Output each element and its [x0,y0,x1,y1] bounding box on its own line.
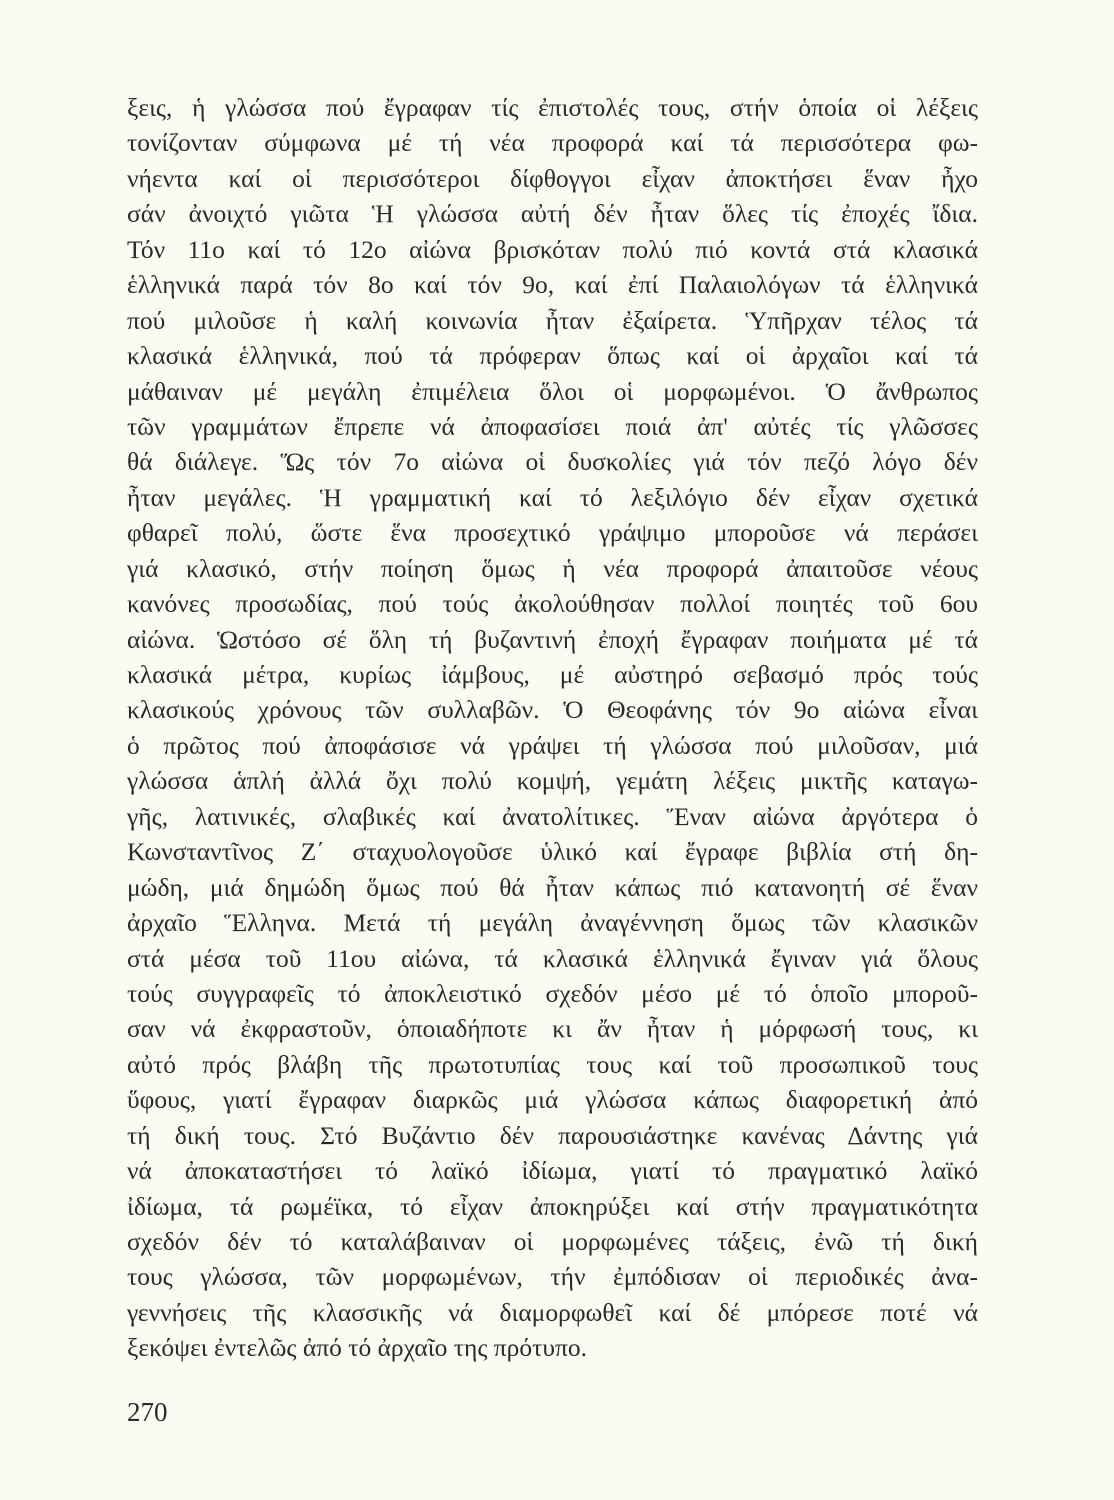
text-line: τή δική τους. Στό Βυζάντιο δέν παρουσιάστηκε κανένας Δάντης γιά [127,1120,978,1150]
text-line: Τόν 11ο καί τό 12ο αἰώνα βρισκόταν πολύ πιό κοντά στά κλασικά [127,234,978,264]
text-line: Κωνσταντῖνος Ζ΄ σταχυολογοῦσε ὑλικό καί ἔγραφε βιβλία στή δη- [127,837,978,867]
text-line: ἑλληνικά παρά τόν 8ο καί τόν 9ο, καί ἐπί Παλαιολόγων τά ἑλληνικά [127,270,978,300]
text-line: γιά κλασικό, στήν ποίηση ὅμως ἡ νέα προφορά ἀπαιτοῦσε νέους [127,553,978,583]
text-line: αὐτό πρός βλάβη τῆς πρωτοτυπίας τους καί τοῦ προσωπικοῦ τους [127,1049,978,1079]
text-line: φθαρεῖ πολύ, ὥστε ἕνα προσεχτικό γράψιμο μποροῦσε νά περάσει [127,518,978,548]
text-line: στά μέσα τοῦ 11ου αἰώνα, τά κλασικά ἑλληνικά ἔγιναν γιά ὅλους [127,943,978,973]
body-text [127,90,978,1366]
text-line: νήεντα καί οἱ περισσότεροι δίφθογγοι εἶχαν ἀποκτήσει ἕναν ἦχο [127,163,978,193]
text-line: σαν νά ἐκφραστοῦν, ὁποιαδήποτε κι ἄν ἦταν ἡ μόρφωσή τους, κι [127,1014,978,1044]
text-line: κλασικά μέτρα, κυρίως ἰάμβους, μέ αὐστηρό σεβασμό πρός τούς [127,660,978,689]
text-line: κανόνες προσωδίας, πού τούς ἀκολούθησαν πολλοί ποιητές τοῦ 6ου [127,589,978,619]
text-line: τους γλώσσα, τῶν μορφωμένων, τήν ἐμπόδισαν οἱ περιοδικές ἀνα- [127,1262,978,1292]
page-number: 270 [127,1397,168,1427]
text-line: κλασικά ἑλληνικά, πού τά πρόφεραν ὅπως καί οἱ ἀρχαῖοι καί τά [127,341,978,371]
text-line: κλασικούς χρόνους τῶν συλλαβῶν. Ὁ Θεοφάνης τόν 9ο αἰώνα εἶναι [127,695,978,725]
text-line: πού μιλοῦσε ἡ καλή κοινωνία ἦταν ἐξαίρετα. Ὑπῆρχαν τέλος τά [127,305,978,335]
text-line: ξεκόψει ἐντελῶς ἀπό τό ἀρχαῖο της πρότυπο. [127,1333,588,1363]
text-line: αἰώνα. Ὡστόσο σέ ὅλη τή βυζαντινή ἐποχή ἔγραφαν ποιήματα μέ τά [127,624,978,654]
text-line: τούς συγγραφεῖς τό ἀποκλειστικό σχεδόν μέσο μέ τό ὁποῖο μποροῦ- [127,978,978,1008]
text-line: μάθαιναν μέ μεγάλη ἐπιμέλεια ὅλοι οἱ μορφωμένοι. Ὁ ἄνθρωπος [127,376,978,406]
text-line: γλώσσα ἁπλή ἀλλά ὄχι πολύ κομψή, γεμάτη λέξεις μικτῆς καταγω- [127,766,978,796]
text-line: τονίζονταν σύμφωνα μέ τή νέα προφορά καί τά περισσότερα φω- [127,128,978,158]
text-line: θά διάλεγε. Ὥς τόν 7ο αἰώνα οἱ δυσκολίες γιά τόν πεζό λόγο δέν [127,447,978,477]
text-line: γῆς, λατινικές, σλαβικές καί ἀνατολίτικες. Ἕναν αἰώνα ἀργότερα ὁ [127,801,978,831]
text-line: σάν ἀνοιχτό γιῶτα Ἡ γλώσσα αὐτή δέν ἦταν ὅλες τίς ἐποχές ἴδια. [127,199,978,229]
text-line: ξεις, ἡ γλώσσα πού ἔγραφαν τίς ἐπιστολές τους, στήν ὁποία οἱ λέξεις [127,93,978,122]
text-line: μώδη, μιά δημώδη ὅμως πού θά ἦταν κάπως πιό κατανοητή σέ ἕναν [127,872,978,902]
text-line: ὕφους, γιατί ἔγραφαν διαρκῶς μιά γλώσσα κάπως διαφορετική ἀπό [127,1085,978,1115]
text-line: ἀρχαῖο Ἕλληνα. Μετά τή μεγάλη ἀναγέννηση ὅμως τῶν κλασικῶν [127,908,978,938]
text-line: ἦταν μεγάλες. Ἡ γραμματική καί τό λεξιλόγιο δέν εἶχαν σχετικά [127,482,978,512]
text-line: γεννήσεις τῆς κλασσικῆς νά διαμορφωθεῖ καί δέ μπόρεσε ποτέ νά [127,1297,978,1327]
text-line: ἰδίωμα, τά ρωμέϊκα, τό εἶχαν ἀποκηρύξει καί στήν πραγματικότητα [127,1191,978,1221]
text-line: ὁ πρῶτος πού ἀποφάσισε νά γράψει τή γλώσσα πού μιλοῦσαν, μιά [127,730,978,760]
text-line: τῶν γραμμάτων ἔπρεπε νά ἀποφασίσει ποιά ἀπ' αὐτές τίς γλῶσσες [127,411,978,441]
text-line: νά ἀποκαταστήσει τό λαϊκό ἰδίωμα, γιατί τό πραγματικό λαϊκό [127,1156,978,1186]
text-line: σχεδόν δέν τό καταλάβαιναν οἱ μορφωμένες τάξεις, ἐνῶ τή δική [127,1227,978,1256]
